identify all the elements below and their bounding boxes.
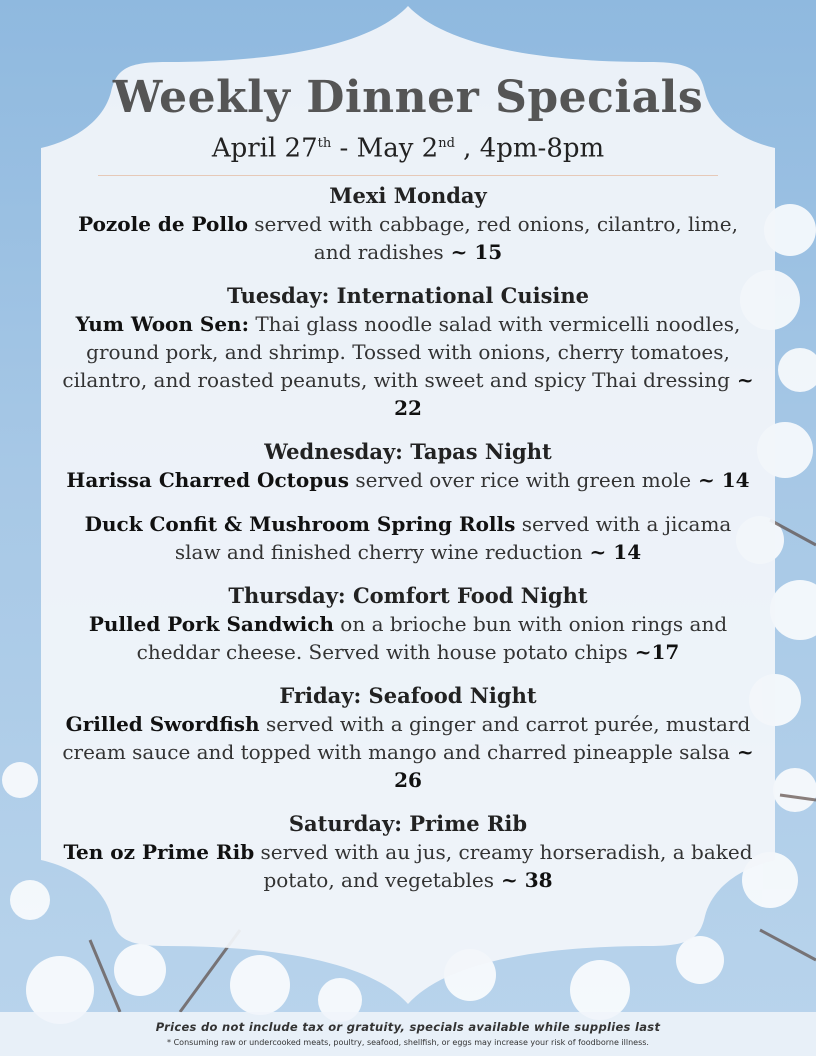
footer xyxy=(0,1012,816,1056)
date-range xyxy=(60,128,756,165)
dish-price: ~17 xyxy=(627,639,680,664)
end-date: May 2 xyxy=(356,133,439,164)
dish-details: served with a jicama slaw and finished cherry wine reduction xyxy=(174,511,732,564)
dish-details: served over rice with green mole xyxy=(348,467,692,492)
special-monday xyxy=(60,182,756,266)
dish-name: Harissa Charred Octopus xyxy=(66,467,349,492)
dish-description xyxy=(60,838,756,894)
day-heading: Thursday: Comfort Food Night xyxy=(228,582,588,608)
special-thursday xyxy=(60,582,756,666)
dish-name: Ten oz Prime Rib xyxy=(63,839,255,864)
day-heading: Friday: Seafood Night xyxy=(279,682,537,708)
date-separator: - xyxy=(331,133,357,164)
dish-name: Pozole de Pollo xyxy=(78,211,248,236)
dish-name: Yum Woon Sen: xyxy=(75,311,249,336)
special-saturday xyxy=(60,810,756,894)
dish-name: Pulled Pork Sandwich xyxy=(88,611,334,636)
dish-name: Duck Confit & Mushroom Spring Rolls xyxy=(84,511,516,536)
title-divider xyxy=(98,175,718,176)
dish-price: ~ 26 xyxy=(394,739,754,792)
dish-description xyxy=(60,210,756,266)
dish-details: Thai glass noodle salad with vermicelli noodles, ground pork, and shrimp. Tossed with onions, cherry tomatoes, cilantro, and roasted peanuts, with sweet and spicy Thai dressing xyxy=(62,311,741,392)
dish-price: ~ 22 xyxy=(394,367,754,420)
dish-price: ~ 38 xyxy=(494,867,553,892)
dish-name: Grilled Swordfish xyxy=(65,711,260,736)
day-heading: Saturday: Prime Rib xyxy=(288,810,528,836)
footer-disclaimer: Prices do not include tax or gratuity, specials available while supplies last xyxy=(155,1020,661,1034)
dish-details: on a brioche bun with onion rings and cheddar cheese. Served with house potato chips xyxy=(136,611,728,664)
footer-health-note: * Consuming raw or undercooked meats, poultry, seafood, shellfish, or eggs may increase your risk of foodborne illness. xyxy=(167,1038,649,1047)
dish-details: served with a ginger and carrot purée, mustard cream sauce and topped with mango and charred pineapple salsa xyxy=(62,711,751,764)
dish-details: served with cabbage, red onions, cilantro, lime, and radishes xyxy=(247,211,738,264)
special-wednesday-second xyxy=(60,510,756,566)
day-heading: Mexi Monday xyxy=(329,182,487,208)
day-heading: Wednesday: Tapas Night xyxy=(264,438,552,464)
dish-price: ~ 14 xyxy=(582,539,642,564)
special-tuesday xyxy=(60,282,756,422)
special-friday xyxy=(60,682,756,794)
special-wednesday xyxy=(60,438,756,494)
page-title: Weekly Dinner Specials xyxy=(112,72,704,123)
dish-description xyxy=(60,510,756,566)
dish-price: ~ 14 xyxy=(691,467,750,492)
dish-price: ~ 15 xyxy=(443,239,503,264)
menu-content xyxy=(60,70,756,910)
dish-description xyxy=(60,710,756,794)
dish-description xyxy=(60,310,756,422)
day-heading: Tuesday: International Cuisine xyxy=(226,282,590,308)
dish-details: served with au jus, creamy horseradish, a baked potato, and vegetables xyxy=(254,839,753,892)
start-date: April 27 xyxy=(211,133,318,164)
service-hours: , 4pm-8pm xyxy=(454,133,605,164)
dish-description xyxy=(60,610,756,666)
start-date-suffix: th xyxy=(317,136,332,151)
dish-description xyxy=(60,466,756,494)
end-date-suffix: nd xyxy=(438,136,455,151)
